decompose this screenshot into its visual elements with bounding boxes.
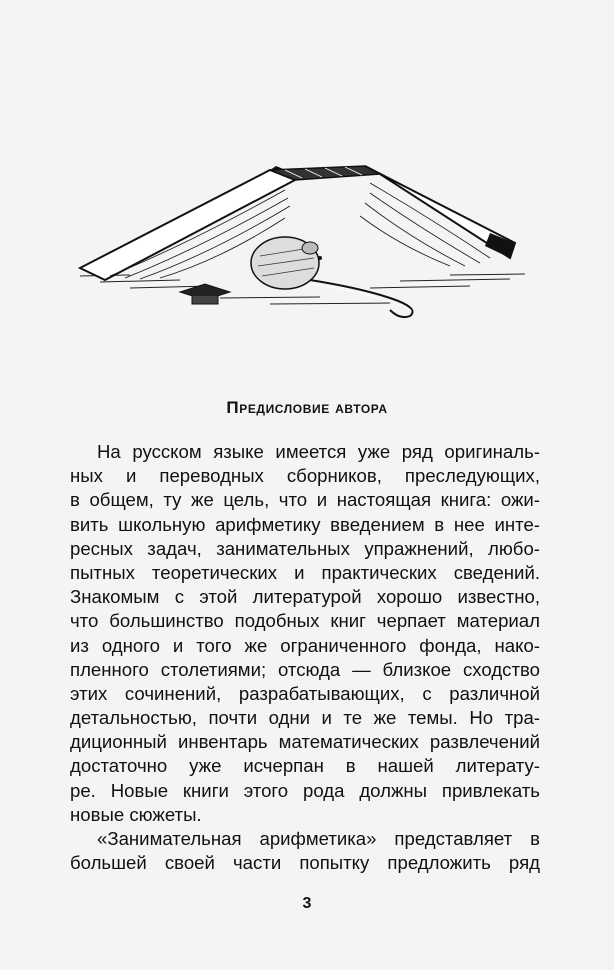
- body-text: [70, 440, 540, 875]
- text-line: На русском языке имеется уже ряд оригиналь-: [97, 441, 540, 462]
- text-line: ных и переводных сборников, преследующих,: [70, 465, 540, 487]
- page-heading: Предисловие автора: [226, 398, 388, 417]
- text-line: вить школьную арифметику введением в нее инте-: [70, 513, 540, 535]
- text-line: в общем, ту же цель, что и настоящая книга: ожи-: [70, 489, 540, 511]
- page-number: 3: [302, 895, 312, 912]
- text-line: пытных теоретических и практических сведений.: [70, 561, 540, 583]
- text-line: детальностью, почти одни и те же темы. Но тра-: [70, 707, 540, 729]
- text-line: этих сочинений, разрабатывающих, с различной: [70, 682, 540, 704]
- text-line: диционный инвентарь математических развлечений: [70, 731, 540, 753]
- text-line: что большинство подобных книг черпает материал: [70, 610, 540, 632]
- text-line: ре. Новые книги этого рода должны привлекать: [70, 779, 540, 801]
- text-line: Знакомым с этой литературой хорошо известно,: [70, 586, 540, 608]
- text-line: «Занимательная арифметика» представляет в: [97, 828, 540, 849]
- text-line: большей своей части попытку предложить ряд: [70, 852, 540, 874]
- text-line: новые сюжеты.: [70, 803, 202, 825]
- text-line: из одного и того же ограниченного фонда, нако-: [70, 634, 540, 656]
- text-line: ресных задач, занимательных упражнений, любо-: [70, 537, 540, 559]
- text-line: пленного столетиями; отсюда — близкое сходство: [70, 658, 540, 680]
- book-over-mouse-illustration: [70, 148, 540, 338]
- text-line: достаточно уже исчерпан в нашей литерату-: [70, 755, 540, 777]
